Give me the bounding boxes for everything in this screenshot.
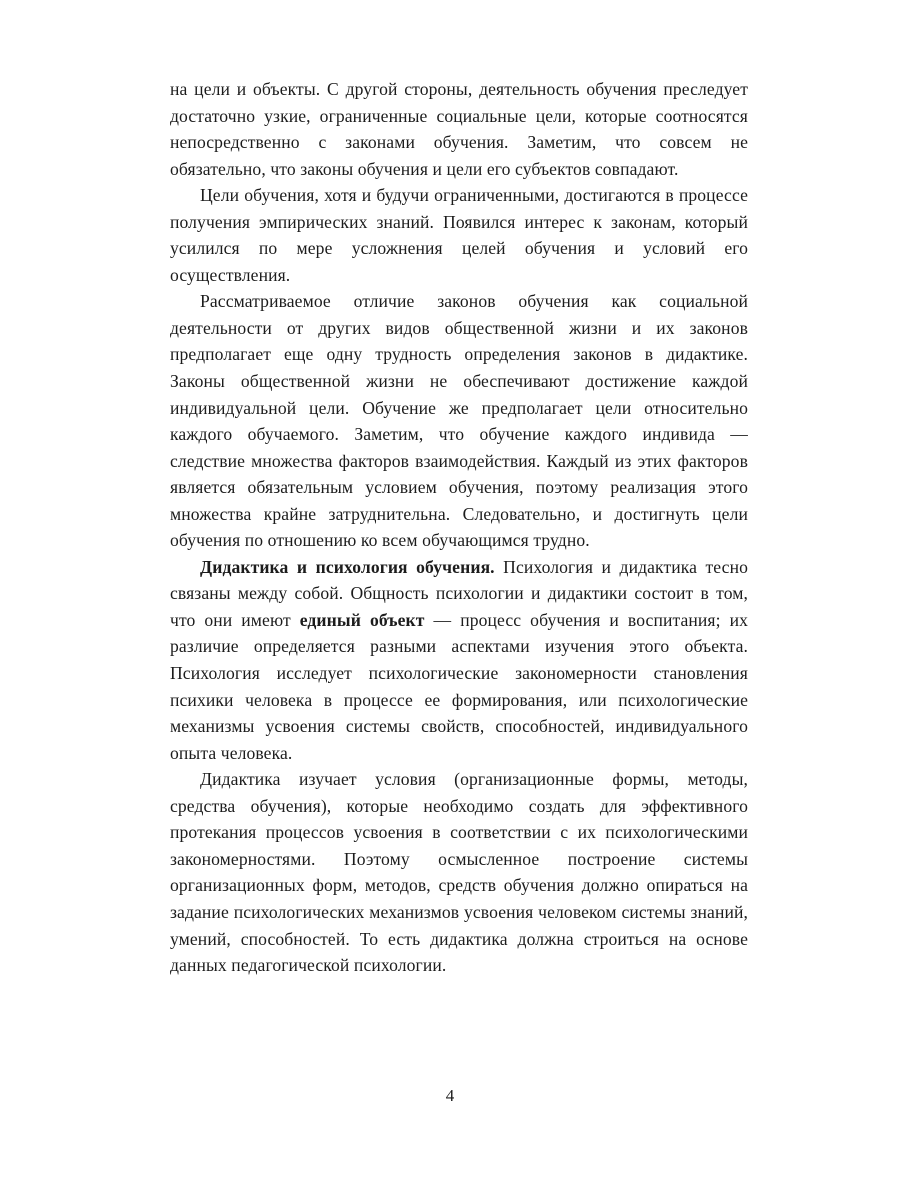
paragraph	[170, 288, 748, 553]
paragraph	[170, 766, 748, 978]
page-text	[170, 76, 748, 979]
bold-text-segment: единый объект	[299, 609, 425, 630]
page-number: 4	[445, 1086, 455, 1105]
text-segment: Дидактика изучает условия (организационные формы, методы, средства обучения), которые необходимо создать для эффективного протекания процессов усвоения в соответствии с их психологическими закономерностями. Поэтому осмысленное построение системы организационных форм, методов, средств обучения должно опираться на задание психологических механизмов усвоения человеком системы знаний, умений, способностей. То есть дидактика должна строиться на основе данных педагогической психологии.	[170, 769, 748, 976]
paragraph	[170, 554, 748, 766]
text-segment: на цели и объекты. С другой стороны, деятельность обучения преследует достаточно узкие, ограниченные социальные цели, которые соотносятся непосредственно с законами обучения. Заметим, что совсем не обязательно, что законы обучения и цели его субъектов совпадают.	[170, 79, 748, 179]
paragraph	[170, 182, 748, 288]
text-segment: — процесс обучения и воспитания; их различие определяется разными аспектами изучения этого объекта. Психология исследует психологические закономерности становления психики человека в процессе ее формирования, или психологические механизмы усвоения системы свойств, способностей, индивидуального опыта человека.	[170, 609, 748, 763]
text-segment: Цели обучения, хотя и будучи ограниченными, достигаются в процессе получения эмпирических знаний. Появился интерес к законам, который усилился по мере усложнения целей обучения и условий его осуществления.	[170, 185, 748, 285]
text-segment: Психология и дидактика тесно связаны между собой. Общность психологии и дидактики состоит в том, что они имеют	[170, 556, 748, 630]
bold-text-segment: Дидактика и психология обучения.	[200, 556, 495, 577]
paragraph	[170, 76, 748, 182]
text-segment: Рассматриваемое отличие законов обучения как социальной деятельности от других видов общественной жизни и их законов предполагает еще одну трудность определения законов в дидактике. Законы общественной жизни не обеспечивают достижение каждой индивидуальной цели. Обучение же предполагает цели относительно каждого обучаемого. Заметим, что обучение каждого индивида — следствие множества факторов взаимодействия. Каждый из этих факторов является обязательным условием обучения, поэтому реализация этого множества крайне затруднительна. Следовательно, и достигнуть цели обучения по отношению ко всем обучающимся трудно.	[170, 291, 748, 551]
